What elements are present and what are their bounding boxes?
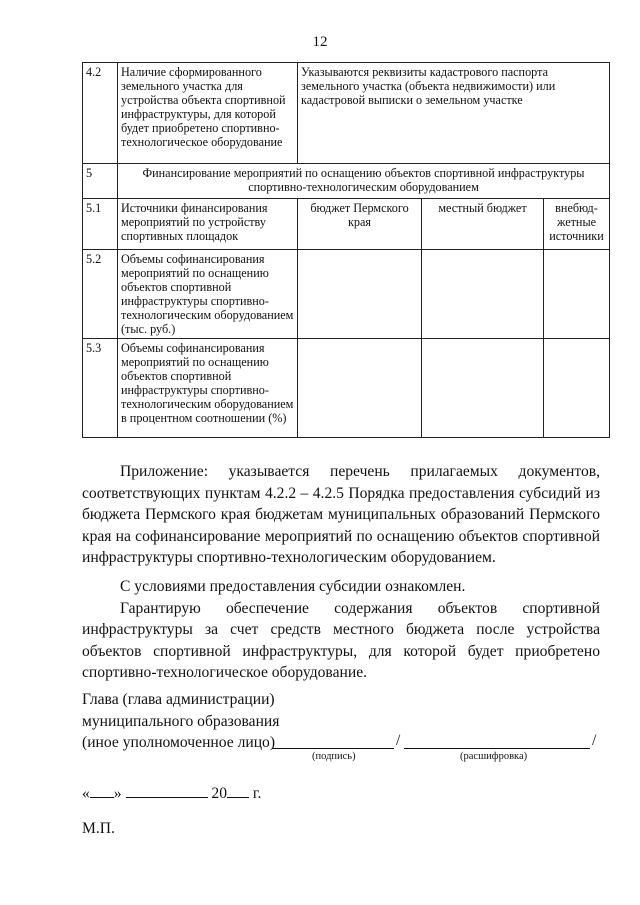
close-quote: » <box>113 785 122 802</box>
year-field[interactable] <box>227 785 249 798</box>
signatory-label <box>82 689 279 754</box>
table-row <box>83 199 610 250</box>
empty-cell <box>544 250 610 339</box>
row-number: 5 <box>83 164 118 199</box>
row-label: Источники финансирования мероприятий по устройству спортивных площадок <box>118 199 298 250</box>
page-number: 12 <box>312 34 328 50</box>
column-local-budget: местный бюджет <box>422 199 544 250</box>
row-number: 5.3 <box>83 339 118 438</box>
slash-separator: / <box>592 732 597 749</box>
table-row <box>83 250 610 339</box>
year-suffix: г. <box>252 785 262 802</box>
month-field[interactable] <box>126 785 208 798</box>
row-number: 4.2 <box>83 63 118 164</box>
signature-decoding-field[interactable] <box>404 748 590 749</box>
table-row <box>83 164 610 199</box>
empty-cell <box>298 250 422 339</box>
day-field[interactable] <box>90 785 114 798</box>
table-row <box>83 63 610 164</box>
row-label: Наличие сформированного земельного участка для устройства объекта спортивной инфраструктуры, для которой будет приобретено спортивно-технологическое оборудование <box>118 63 298 164</box>
row-number: 5.1 <box>83 199 118 250</box>
stamp-place: М.П. <box>82 820 115 837</box>
year-prefix: 20 <box>211 785 227 802</box>
application-table <box>82 62 610 438</box>
conditions-paragraph: С условиями предоставления субсидии ознакомлен. <box>120 578 466 595</box>
signature-caption: (подпись) <box>312 751 356 762</box>
slash-separator: / <box>396 732 401 749</box>
empty-cell <box>422 250 544 339</box>
signatory-line-1: Глава (глава администрации) <box>82 691 275 708</box>
column-extra-budget: внебюд-жетные источники <box>544 199 610 250</box>
row-label: Объемы софинансирования мероприятий по оснащению объектов спортивной инфраструктуры спортивно-технологическим оборудованием в процентном соотношении (%) <box>118 339 298 438</box>
date-line <box>82 785 261 803</box>
signature-field[interactable] <box>272 748 394 749</box>
empty-cell <box>422 339 544 438</box>
row-value: Указываются реквизиты кадастрового паспорта земельного участка (объекта недвижимости) или кадастровой выписки о земельном участке <box>298 63 610 164</box>
open-quote: « <box>82 785 90 802</box>
guarantee-paragraph: Гарантирую обеспечение содержания объектов спортивной инфраструктуры за счет средств местного бюджета после устройства объектов спортивной инфраструктуры, для которой будет приобретено спортивно-технологическое оборудование. <box>82 599 600 681</box>
section-title: Финансирование мероприятий по оснащению объектов спортивной инфраструктуры спортивно-технологическим оборудованием <box>118 164 610 199</box>
table-row <box>83 339 610 438</box>
signatory-line-2: муниципального образования <box>82 712 280 730</box>
appendix-paragraph: Приложение: указывается перечень прилагаемых документов, соответствующих пунктам 4.2.2 – 4.2.5 Порядка предоставления субсидий из бюджета Пермского края бюджетам муниципальных образований Пермского края на софинансирование мероприятий по оснащению объектов спортивной инфраструктуры спортивно-технологическим оборудованием. <box>82 463 600 566</box>
row-number: 5.2 <box>83 250 118 339</box>
empty-cell <box>544 339 610 438</box>
column-regional-budget: бюджет Пермского края <box>298 199 422 250</box>
signatory-line-3: (иное уполномоченное лицо) <box>82 734 276 751</box>
decoding-caption: (расшифровка) <box>460 751 528 762</box>
conditions-block <box>82 576 600 684</box>
row-label: Объемы софинансирования мероприятий по оснащению объектов спортивной инфраструктуры спортивно-технологическим оборудованием (тыс. руб.) <box>118 250 298 339</box>
empty-cell <box>298 339 422 438</box>
